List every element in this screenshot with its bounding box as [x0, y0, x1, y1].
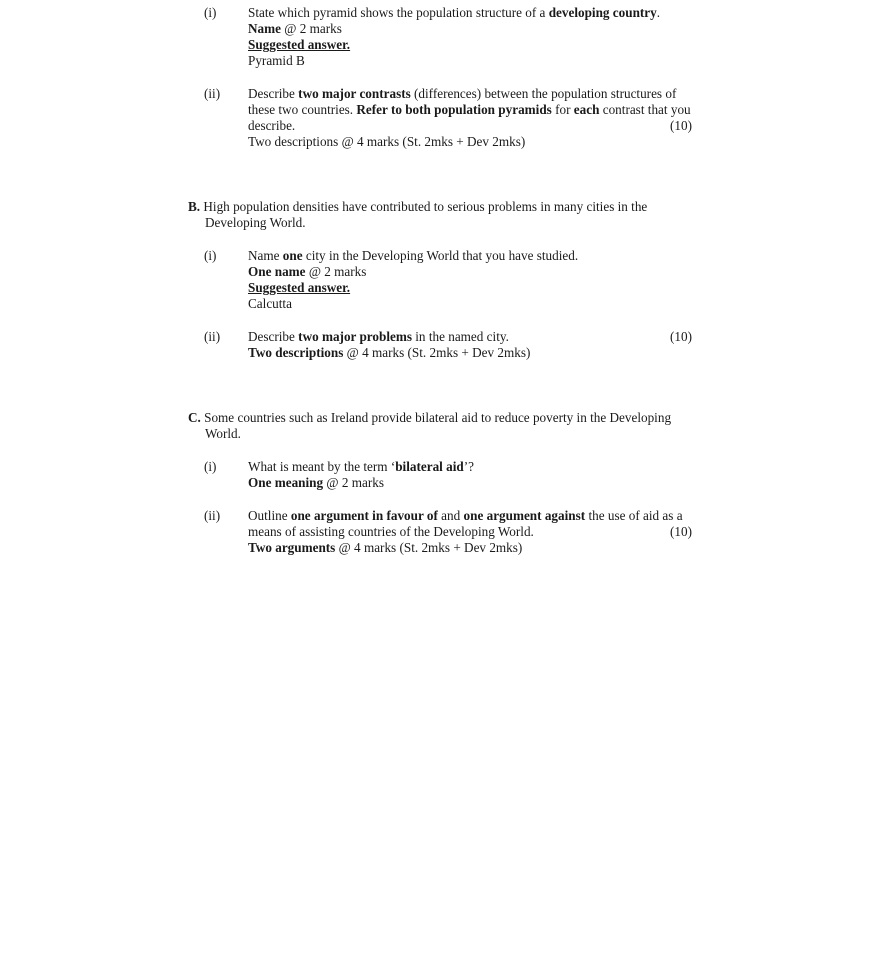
marking-scheme: One meaning @ 2 marks: [248, 475, 384, 490]
question-number: (ii): [204, 86, 221, 101]
question-text: means of assisting countries of the Developing World. (10): [248, 524, 692, 539]
question-number: (i): [204, 5, 217, 20]
section-letter: B.: [188, 199, 201, 214]
suggested-answer: Pyramid B: [248, 53, 305, 68]
question-text: What is meant by the term ‘bilateral aid’?: [248, 459, 474, 474]
marks-total: (10): [670, 329, 692, 344]
question-text: Outline one argument in favour of and one argument against the use of aid as a: [248, 508, 683, 523]
question-number: (ii): [204, 508, 221, 523]
marking-scheme: Name @ 2 marks: [248, 21, 342, 36]
question-text: these two countries. Refer to both population pyramids for each contrast that you: [248, 102, 691, 117]
question-text: Describe two major problems in the named city. (10): [248, 329, 692, 344]
marking-scheme: Two descriptions @ 4 marks (St. 2mks + Dev 2mks): [248, 134, 526, 149]
section-c-heading: C. Some countries such as Ireland provide bilateral aid to reduce poverty in the Developing World.: [188, 410, 672, 441]
question-number: (ii): [204, 329, 221, 344]
section-letter: C.: [188, 410, 201, 425]
question-text: Name one city in the Developing World that you have studied.: [248, 248, 579, 263]
marks-total: (10): [670, 118, 692, 133]
question-number: (i): [204, 459, 217, 474]
question-text: State which pyramid shows the population structure of a developing country.: [248, 5, 661, 20]
question-number: (i): [204, 248, 217, 263]
marking-scheme: One name @ 2 marks: [248, 264, 367, 279]
marking-scheme: Two descriptions @ 4 marks (St. 2mks + Dev 2mks): [248, 345, 531, 360]
question-text: describe. (10): [248, 118, 692, 133]
section-b-heading: B. High population densities have contributed to serious problems in many cities in the Developing World.: [188, 199, 648, 230]
suggested-answer-heading: Suggested answer.: [248, 280, 351, 295]
suggested-answer: Calcutta: [248, 296, 292, 311]
marking-scheme: Two arguments @ 4 marks (St. 2mks + Dev 2mks): [248, 540, 523, 555]
suggested-answer-heading: Suggested answer.: [248, 37, 351, 52]
marks-total: (10): [670, 524, 692, 539]
question-text: Describe two major contrasts (differences) between the population structures of: [248, 86, 677, 101]
